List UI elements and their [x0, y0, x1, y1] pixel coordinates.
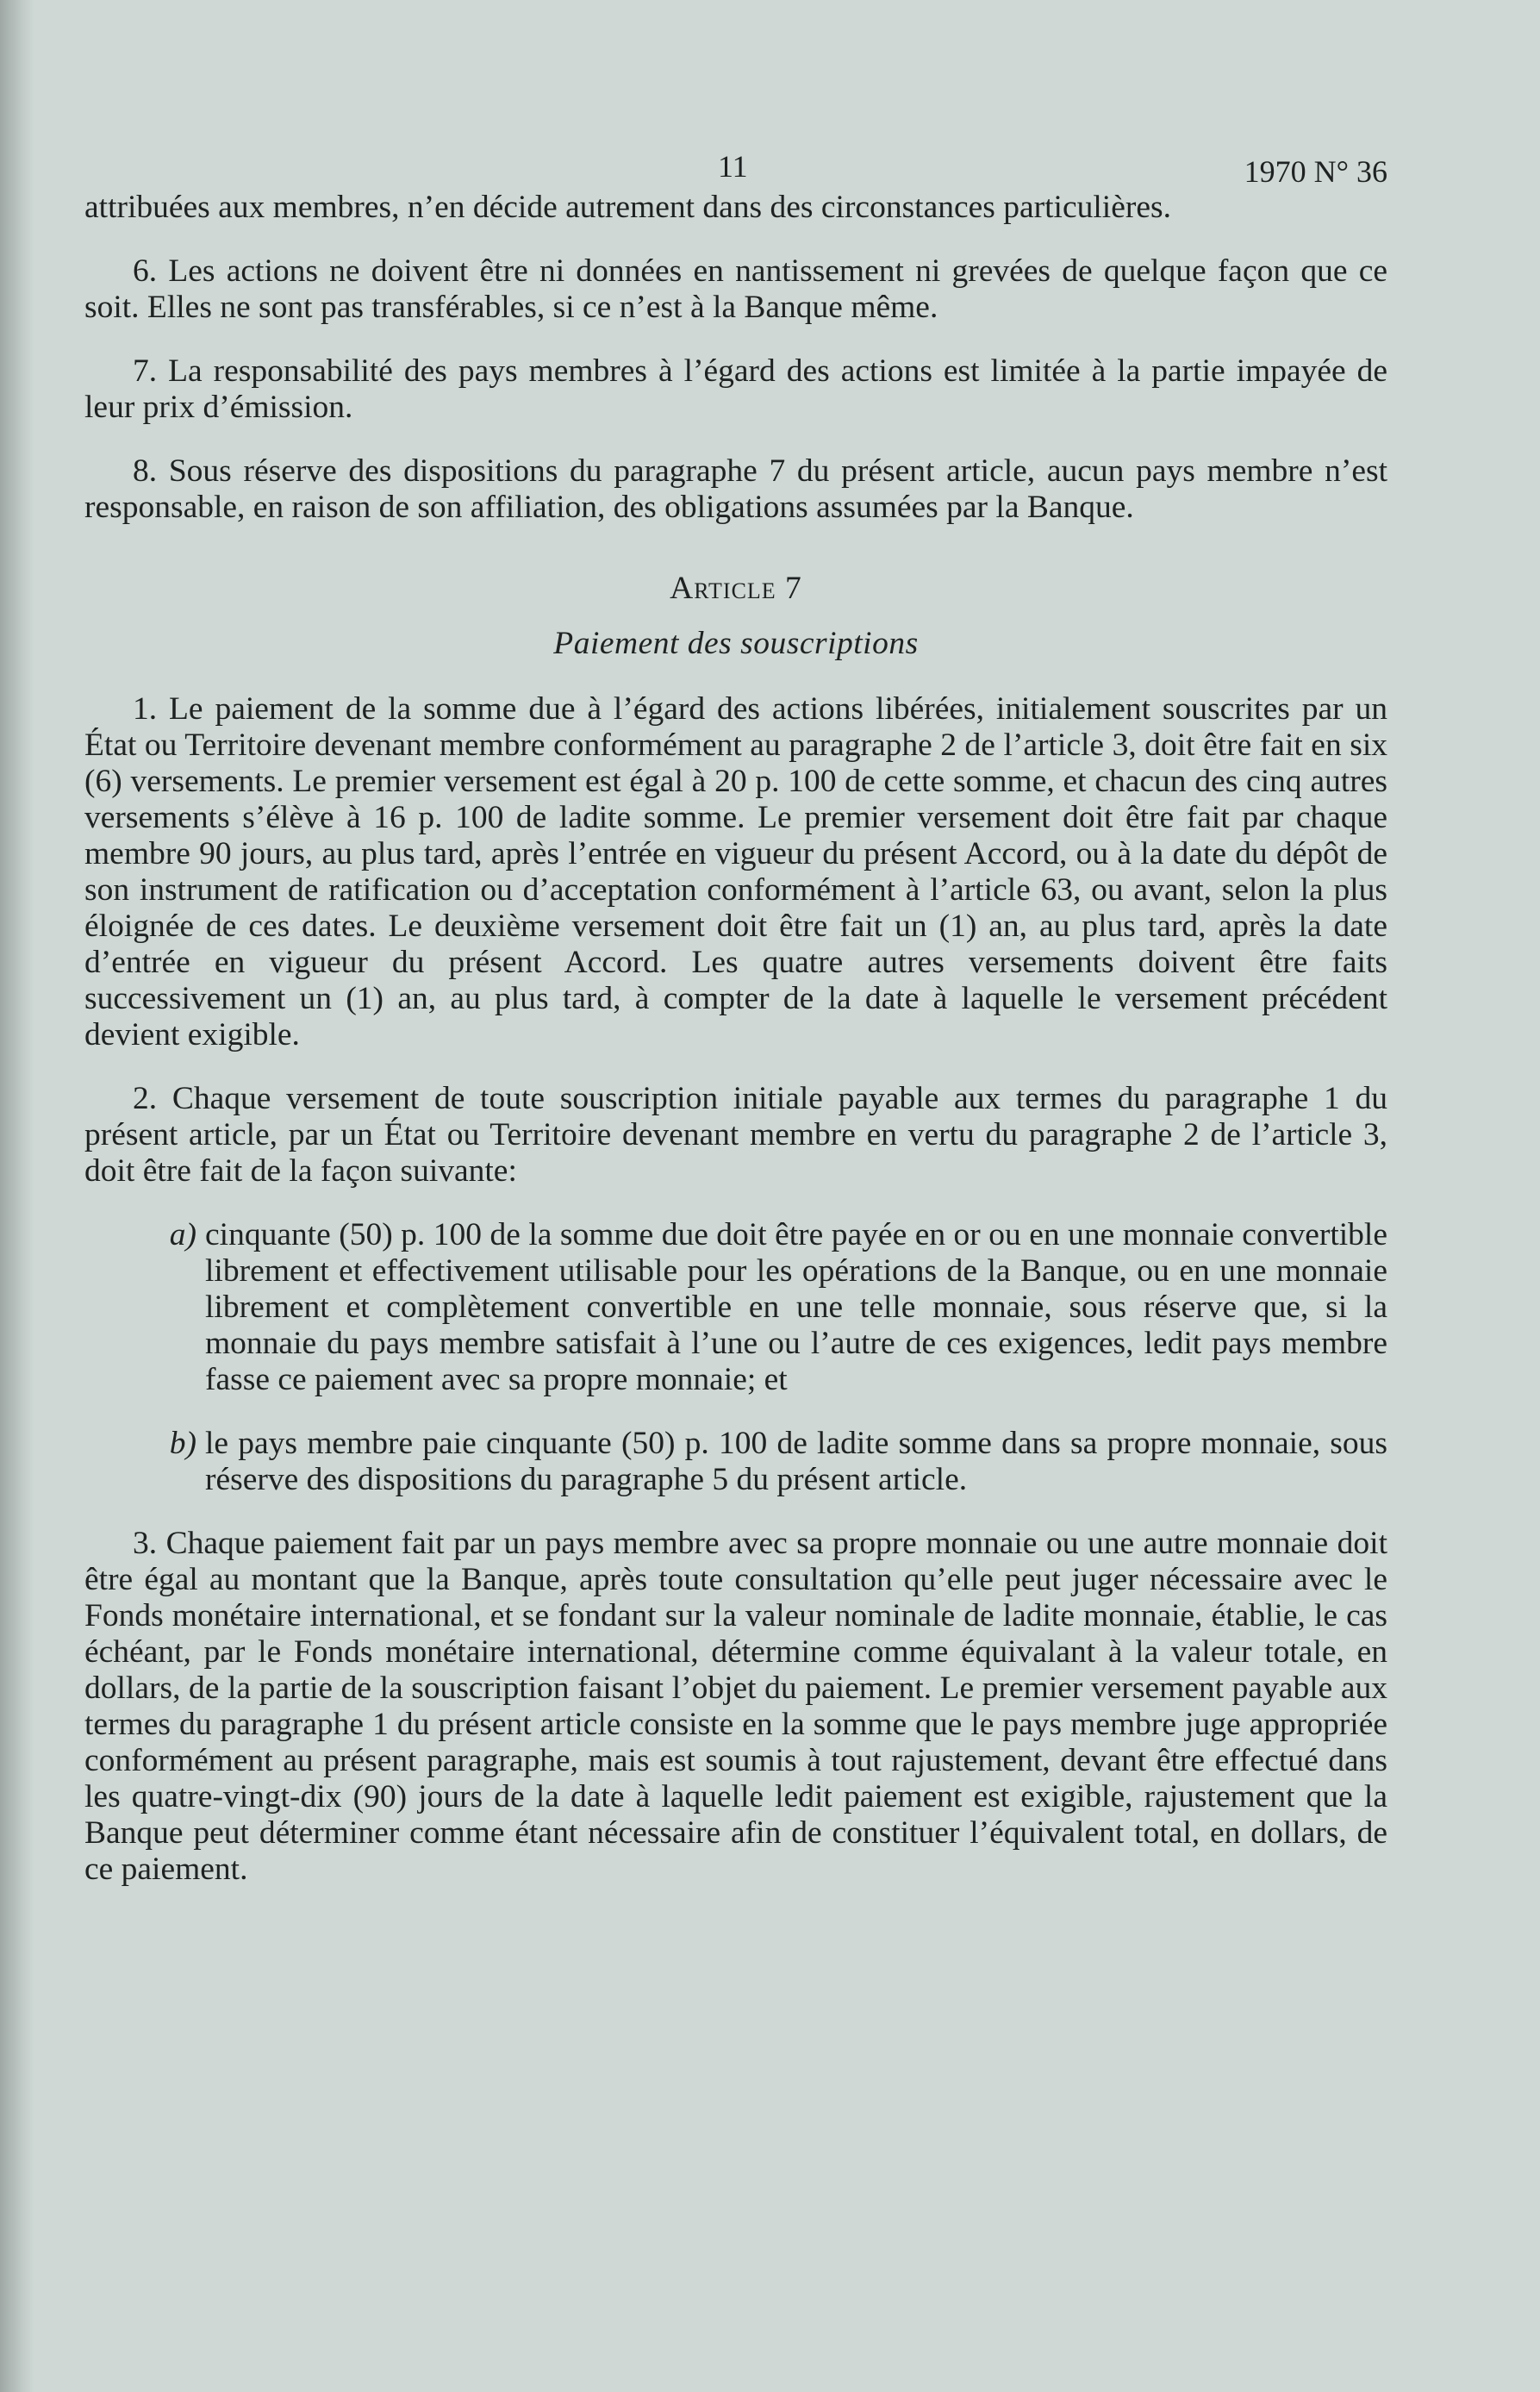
article-paragraph-3: 3. Chaque paiement fait par un pays membre avec sa propre monnaie ou une autre monnaie doit être égal au montant que la Banque, après toute consultation qu’elle peut juger nécessaire avec le Fonds monétaire international, et se fondant sur la valeur nominale de ladite monnaie, établie, le cas échéant, par le Fonds monétaire international, détermine comme équivalant à la valeur totale, en dollars, de la partie de la souscription faisant l’objet du paiement. Le premier versement payable aux termes du paragraphe 1 du présent article consiste en la somme que le pays membre juge appropriée conformément au présent paragraphe, mais est soumis à tout rajustement, devant être effectué dans les quatre-vingt-dix (90) jours de la date à laquelle ledit paiement est exigible, rajustement que la Banque peut déterminer comme étant nécessaire afin de constituer l’équivalent total, en dollars, de ce paiement. [84, 1526, 1387, 1887]
article-paragraph-1: 1. Le paiement de la somme due à l’égard des actions libérées, initialement souscrites par un État ou Territoire devenant membre conformément au paragraphe 2 de l’article 3, doit être fait en six (6) versements. Le premier versement est égal à 20 p. 100 de cette somme, et chacun des cinq autres versements s’élève à 16 p. 100 de ladite somme. Le premier versement doit être fait par chaque membre 90 jours, au plus tard, après l’entrée en vigueur du présent Accord, ou à la date du dépôt de son instrument de ratification ou d’acceptation conformément à l’article 63, ou avant, selon la plus éloignée de ces dates. Le deuxième versement doit être fait un (1) an, au plus tard, après la date d’entrée en vigueur du présent Accord. Les quatre autres versements doivent être faits successivement un (1) an, au plus tard, à compter de la date à laquelle le versement précédent devient exigible. [84, 691, 1387, 1052]
page-number: 11 [718, 149, 748, 184]
article-subtitle: Paiement des souscriptions [553, 626, 919, 661]
document-reference: 1970 N° 36 [1244, 154, 1387, 189]
list-item-b [84, 1426, 1387, 1498]
list-item-text: cinquante (50) p. 100 de la somme due doit être payée en or ou en une monnaie convertible librement et effectivement utilisable pour les opérations de la Banque, ou en une monnaie librement et complètement convertible en une telle monnaie, sous réserve que, si la monnaie du pays membre satisfait à l’une ou l’autre de ces exigences, ledit pays membre fasse ce paiement avec sa propre monnaie; et [205, 1217, 1387, 1397]
page-header [84, 129, 1387, 190]
list-item-a [84, 1217, 1387, 1398]
list-item-label: b) [169, 1426, 196, 1461]
book-spine-shadow [0, 0, 34, 2392]
article-paragraph-2: 2. Chaque versement de toute souscription initiale payable aux termes du paragraphe 1 du présent article, par un État ou Territoire devenant membre en vertu du paragraphe 2 de l’article 3, doit être fait de la façon suivante: [84, 1081, 1387, 1189]
document-page [84, 129, 1387, 1915]
paragraph-6: 6. Les actions ne doivent être ni données en nantissement ni grevées de quelque façon que ce soit. Elles ne sont pas transférables, si ce n’est à la Banque même. [84, 253, 1387, 325]
article-title: Article 7 [670, 571, 802, 606]
article-heading [84, 571, 1387, 607]
list-item-label: a) [169, 1217, 196, 1252]
paragraph-7: 7. La responsabilité des pays membres à l’égard des actions est limitée à la partie impayée de leur prix d’émission. [84, 353, 1387, 425]
paragraph-continuation: attribuées aux membres, n’en décide autrement dans des circonstances particulières. [84, 190, 1171, 225]
paragraph-8: 8. Sous réserve des dispositions du paragraphe 7 du présent article, aucun pays membre n’est responsable, en raison de son affiliation, des obligations assumées par la Banque. [84, 453, 1387, 525]
list-item-text: le pays membre paie cinquante (50) p. 100 de ladite somme dans sa propre monnaie, sous réserve des dispositions du paragraphe 5 du présent article. [205, 1426, 1387, 1497]
